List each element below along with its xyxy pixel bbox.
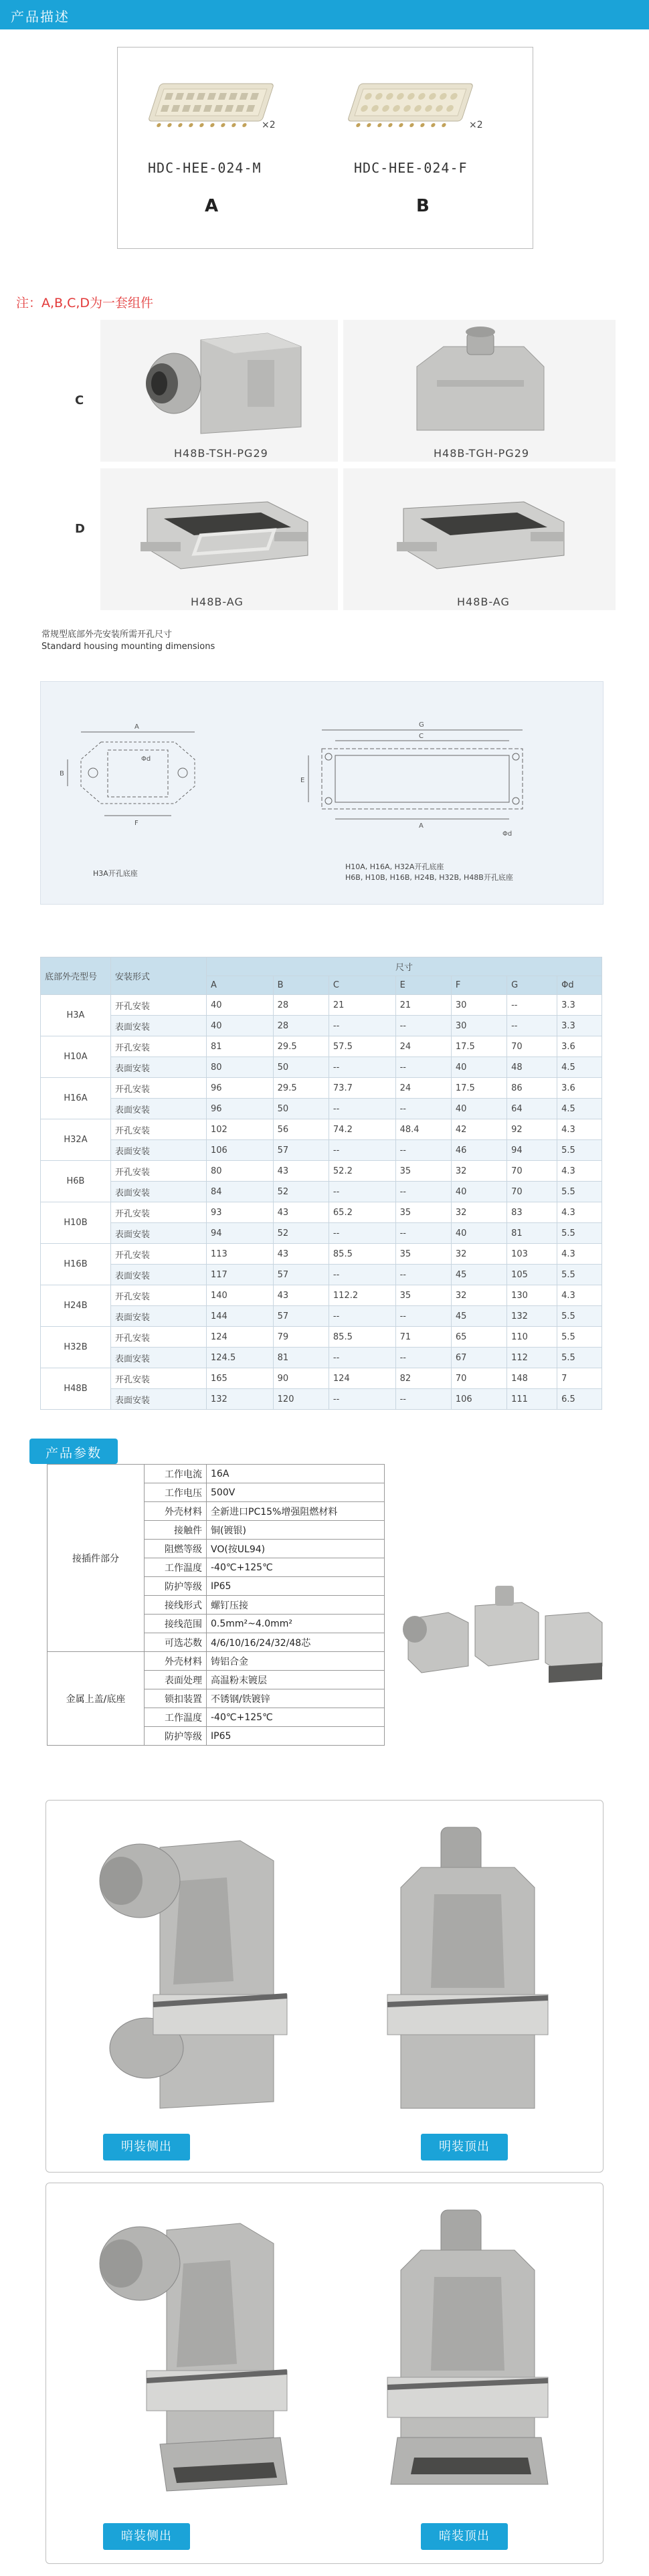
table-row xyxy=(41,1119,602,1140)
value-cell: 130 xyxy=(507,1285,557,1306)
hood-side-entry-image xyxy=(100,320,338,440)
mount-cell: 表面安装 xyxy=(111,1140,207,1161)
value-cell: 106 xyxy=(207,1140,274,1161)
section-header xyxy=(0,0,649,29)
value-cell: 5.5 xyxy=(557,1348,602,1368)
mount-cell: 表面安装 xyxy=(111,1057,207,1078)
value-cell: 64 xyxy=(507,1099,557,1119)
value-cell: 85.5 xyxy=(329,1244,395,1265)
insert-b-letter: B xyxy=(416,196,430,216)
param-value: 4/6/10/16/24/32/48芯 xyxy=(207,1633,385,1652)
table-row xyxy=(41,995,602,1016)
value-cell: 3.3 xyxy=(557,995,602,1016)
value-cell: 30 xyxy=(451,1016,506,1036)
value-cell: 81 xyxy=(273,1348,329,1368)
param-group: 接插件部分 xyxy=(48,1465,145,1652)
value-cell: -- xyxy=(395,1099,451,1119)
col-a: A xyxy=(207,976,274,995)
dimension-table xyxy=(40,957,602,1410)
params-table-body xyxy=(48,1465,385,1746)
value-cell: -- xyxy=(329,1016,395,1036)
value-cell: 6.5 xyxy=(557,1389,602,1410)
value-cell: 45 xyxy=(451,1265,506,1285)
value-cell: 5.5 xyxy=(557,1140,602,1161)
param-row xyxy=(48,1652,385,1671)
value-cell: 24 xyxy=(395,1036,451,1057)
value-cell: -- xyxy=(329,1223,395,1244)
col-g: G xyxy=(507,976,557,995)
mount-cell: 表面安装 xyxy=(111,1016,207,1036)
value-cell: 86 xyxy=(507,1078,557,1099)
value-cell: -- xyxy=(395,1223,451,1244)
value-cell: 43 xyxy=(273,1285,329,1306)
value-cell: 70 xyxy=(507,1161,557,1182)
param-value: -40℃+125℃ xyxy=(207,1708,385,1727)
param-group: 金属上盖/底座 xyxy=(48,1652,145,1746)
value-cell: 32 xyxy=(451,1161,506,1182)
table-row xyxy=(41,1036,602,1057)
mount-cell: 表面安装 xyxy=(111,1306,207,1327)
value-cell: 110 xyxy=(507,1327,557,1348)
value-cell: 52 xyxy=(273,1223,329,1244)
value-cell: 5.5 xyxy=(557,1223,602,1244)
value-cell: 132 xyxy=(507,1306,557,1327)
hood-top-entry-image xyxy=(343,320,616,440)
param-value: 500V xyxy=(207,1483,385,1502)
value-cell: -- xyxy=(395,1348,451,1368)
value-cell: 52.2 xyxy=(329,1161,395,1182)
value-cell: 43 xyxy=(273,1244,329,1265)
value-cell: 4.3 xyxy=(557,1285,602,1306)
mount-cell: 表面安装 xyxy=(111,1389,207,1410)
value-cell: -- xyxy=(329,1057,395,1078)
param-key: 外壳材料 xyxy=(145,1652,207,1671)
surface-mount-panel xyxy=(45,1800,604,2173)
value-cell: 32 xyxy=(451,1202,506,1223)
value-cell: 48 xyxy=(507,1057,557,1078)
value-cell: 85.5 xyxy=(329,1327,395,1348)
recessed-mount-panel xyxy=(45,2183,604,2564)
insert-a-qty: ×2 xyxy=(262,120,276,130)
mount-cell: 开孔安装 xyxy=(111,1285,207,1306)
value-cell: 74.2 xyxy=(329,1119,395,1140)
table-row xyxy=(41,1182,602,1202)
model-cell: H10B xyxy=(41,1202,111,1244)
model-cell: H6B xyxy=(41,1161,111,1202)
value-cell: 24 xyxy=(395,1078,451,1099)
recessed-side-entry-image xyxy=(73,2203,300,2524)
set-note: 注：A,B,C,D为一套组件 xyxy=(16,296,154,310)
value-cell: 57.5 xyxy=(329,1036,395,1057)
value-cell: 28 xyxy=(273,1016,329,1036)
surface-side-entry-image xyxy=(73,1821,300,2135)
value-cell: 7 xyxy=(557,1368,602,1389)
value-cell: 40 xyxy=(207,1016,274,1036)
surface-top-label: 明装顶出 xyxy=(421,2134,508,2160)
dim-f-label-left: F xyxy=(134,820,138,827)
value-cell: 148 xyxy=(507,1368,557,1389)
param-key: 可选芯数 xyxy=(145,1633,207,1652)
dim-a-label-left: A xyxy=(134,723,139,731)
table-row xyxy=(41,1161,602,1182)
value-cell: 57 xyxy=(273,1140,329,1161)
col-e: E xyxy=(395,976,451,995)
left-drawing-caption: H3A开孔底座 xyxy=(93,869,138,878)
dim-g-label: G xyxy=(419,721,424,729)
param-value: 16A xyxy=(207,1465,385,1483)
mount-cell: 开孔安装 xyxy=(111,1327,207,1348)
housing-d-right xyxy=(343,468,616,610)
value-cell: 29.5 xyxy=(273,1036,329,1057)
value-cell: 5.5 xyxy=(557,1306,602,1327)
housing-c-right-label: H48B-TGH-PG29 xyxy=(434,447,530,460)
value-cell: 80 xyxy=(207,1057,274,1078)
base-housing-image xyxy=(100,468,338,589)
housing-d-left xyxy=(100,468,338,610)
value-cell: -- xyxy=(329,1306,395,1327)
value-cell: 5.5 xyxy=(557,1182,602,1202)
value-cell: 90 xyxy=(273,1368,329,1389)
value-cell: 94 xyxy=(507,1140,557,1161)
base-housing-image-2 xyxy=(343,468,616,589)
value-cell: -- xyxy=(395,1265,451,1285)
value-cell: 3.3 xyxy=(557,1016,602,1036)
value-cell: 81 xyxy=(507,1223,557,1244)
value-cell: 50 xyxy=(273,1099,329,1119)
head-size: 尺寸 xyxy=(207,957,602,976)
value-cell: 17.5 xyxy=(451,1078,506,1099)
value-cell: 43 xyxy=(273,1161,329,1182)
value-cell: 70 xyxy=(507,1182,557,1202)
value-cell: 67 xyxy=(451,1348,506,1368)
mounting-drawing xyxy=(40,681,604,905)
value-cell: 70 xyxy=(451,1368,506,1389)
col-d: Φd xyxy=(557,976,602,995)
housing-c-right xyxy=(343,320,616,462)
value-cell: -- xyxy=(329,1265,395,1285)
mount-cell: 开孔安装 xyxy=(111,1202,207,1223)
params-header xyxy=(29,1439,118,1464)
value-cell: -- xyxy=(329,1389,395,1410)
model-cell: H32B xyxy=(41,1327,111,1368)
value-cell: 28 xyxy=(273,995,329,1016)
table-row xyxy=(41,1223,602,1244)
value-cell: 105 xyxy=(507,1265,557,1285)
col-f: F xyxy=(451,976,506,995)
value-cell: 40 xyxy=(451,1099,506,1119)
value-cell: -- xyxy=(395,1057,451,1078)
right-drawing-caption-1: H10A, H16A, H32A开孔底座 xyxy=(345,862,444,871)
table-row xyxy=(41,1202,602,1223)
value-cell: 165 xyxy=(207,1368,274,1389)
param-value: IP65 xyxy=(207,1577,385,1596)
value-cell: 57 xyxy=(273,1306,329,1327)
table-row xyxy=(41,1244,602,1265)
value-cell: 83 xyxy=(507,1202,557,1223)
value-cell: 4.5 xyxy=(557,1099,602,1119)
value-cell: 103 xyxy=(507,1244,557,1265)
value-cell: 48.4 xyxy=(395,1119,451,1140)
value-cell: 96 xyxy=(207,1078,274,1099)
dimension-drawing xyxy=(41,682,603,904)
mount-cell: 开孔安装 xyxy=(111,1244,207,1265)
value-cell: 144 xyxy=(207,1306,274,1327)
value-cell: 4.3 xyxy=(557,1244,602,1265)
value-cell: 4.3 xyxy=(557,1202,602,1223)
value-cell: 124 xyxy=(207,1327,274,1348)
value-cell: 40 xyxy=(451,1182,506,1202)
value-cell: 17.5 xyxy=(451,1036,506,1057)
param-value: 0.5mm²~4.0mm² xyxy=(207,1615,385,1633)
value-cell: -- xyxy=(329,1182,395,1202)
value-cell: 52 xyxy=(273,1182,329,1202)
insert-parts-box xyxy=(117,47,533,249)
value-cell: 65.2 xyxy=(329,1202,395,1223)
value-cell: 35 xyxy=(395,1202,451,1223)
col-b: B xyxy=(273,976,329,995)
value-cell: 79 xyxy=(273,1327,329,1348)
value-cell: 81 xyxy=(207,1036,274,1057)
param-key: 工作电流 xyxy=(145,1465,207,1483)
head-model: 底部外壳型号 xyxy=(41,957,111,995)
mount-cell: 表面安装 xyxy=(111,1182,207,1202)
dimension-title-en: Standard housing mounting dimensions xyxy=(41,642,215,652)
dim-d-label-left: Φd xyxy=(141,755,151,763)
value-cell: 113 xyxy=(207,1244,274,1265)
col-c: C xyxy=(329,976,395,995)
model-cell: H16A xyxy=(41,1078,111,1119)
param-row xyxy=(48,1465,385,1483)
param-value: 螺钉压接 xyxy=(207,1596,385,1615)
housing-c-left-label: H48B-TSH-PG29 xyxy=(174,447,268,460)
param-value: 铸铝合金 xyxy=(207,1652,385,1671)
value-cell: 94 xyxy=(207,1223,274,1244)
value-cell: 3.6 xyxy=(557,1036,602,1057)
value-cell: 92 xyxy=(507,1119,557,1140)
housing-grid xyxy=(40,320,616,616)
param-value: 不锈钢/铁镀锌 xyxy=(207,1689,385,1708)
param-key: 工作温度 xyxy=(145,1558,207,1577)
value-cell: 65 xyxy=(451,1327,506,1348)
table-row xyxy=(41,1348,602,1368)
param-key: 接线范围 xyxy=(145,1615,207,1633)
insert-a-model: HDC-HEE-024-M xyxy=(148,160,262,176)
housing-d-left-label: H48B-AG xyxy=(191,595,244,608)
value-cell: 35 xyxy=(395,1244,451,1265)
mounting-dimension-title xyxy=(41,629,215,653)
value-cell: 45 xyxy=(451,1306,506,1327)
value-cell: 102 xyxy=(207,1119,274,1140)
param-key: 工作温度 xyxy=(145,1708,207,1727)
mount-cell: 表面安装 xyxy=(111,1265,207,1285)
value-cell: 46 xyxy=(451,1140,506,1161)
model-cell: H16B xyxy=(41,1244,111,1285)
value-cell: 57 xyxy=(273,1265,329,1285)
table-row xyxy=(41,1099,602,1119)
value-cell: 71 xyxy=(395,1327,451,1348)
value-cell: 124.5 xyxy=(207,1348,274,1368)
value-cell: 70 xyxy=(507,1036,557,1057)
param-key: 工作电压 xyxy=(145,1483,207,1502)
value-cell: 29.5 xyxy=(273,1078,329,1099)
params-title: 产品参数 xyxy=(45,1446,102,1461)
value-cell: 106 xyxy=(451,1389,506,1410)
mount-cell: 开孔安装 xyxy=(111,1368,207,1389)
value-cell: 40 xyxy=(451,1057,506,1078)
param-value: 全新进口PC15%增强阻燃材料 xyxy=(207,1502,385,1521)
value-cell: 50 xyxy=(273,1057,329,1078)
param-key: 防护等级 xyxy=(145,1727,207,1746)
table-row xyxy=(41,1016,602,1036)
param-value: -40℃+125℃ xyxy=(207,1558,385,1577)
value-cell: 4.3 xyxy=(557,1119,602,1140)
dim-d-label-right: Φd xyxy=(502,830,513,838)
param-value: IP65 xyxy=(207,1727,385,1746)
dim-a-label-right: A xyxy=(419,822,424,830)
value-cell: 112 xyxy=(507,1348,557,1368)
dimension-table-body xyxy=(41,995,602,1410)
table-row xyxy=(41,1057,602,1078)
housing-set-photo xyxy=(395,1566,609,1693)
mount-cell: 开孔安装 xyxy=(111,1161,207,1182)
row-label-c: C xyxy=(75,393,84,407)
value-cell: 82 xyxy=(395,1368,451,1389)
model-cell: H24B xyxy=(41,1285,111,1327)
table-row xyxy=(41,1368,602,1389)
housing-c-left xyxy=(100,320,338,462)
value-cell: 112.2 xyxy=(329,1285,395,1306)
value-cell: 42 xyxy=(451,1119,506,1140)
param-key: 锁扣装置 xyxy=(145,1689,207,1708)
mount-cell: 表面安装 xyxy=(111,1348,207,1368)
table-row xyxy=(41,1285,602,1306)
table-row xyxy=(41,1327,602,1348)
value-cell: 32 xyxy=(451,1285,506,1306)
param-value: 高温粉末镀层 xyxy=(207,1671,385,1689)
dimension-title-cn: 常规型底部外壳安装所需开孔尺寸 xyxy=(41,630,173,640)
mount-cell: 表面安装 xyxy=(111,1223,207,1244)
table-row xyxy=(41,1078,602,1099)
value-cell: -- xyxy=(329,1099,395,1119)
surface-side-label: 明装侧出 xyxy=(103,2134,190,2160)
value-cell: -- xyxy=(329,1140,395,1161)
param-key: 接线形式 xyxy=(145,1596,207,1615)
value-cell: -- xyxy=(329,1348,395,1368)
value-cell: 124 xyxy=(329,1368,395,1389)
param-key: 外壳材料 xyxy=(145,1502,207,1521)
value-cell: 73.7 xyxy=(329,1078,395,1099)
value-cell: -- xyxy=(395,1016,451,1036)
insert-b-model: HDC-HEE-024-F xyxy=(354,160,468,176)
value-cell: 40 xyxy=(451,1223,506,1244)
value-cell: -- xyxy=(395,1306,451,1327)
param-key: 表面处理 xyxy=(145,1671,207,1689)
model-cell: H32A xyxy=(41,1119,111,1161)
recessed-top-label: 暗装顶出 xyxy=(421,2523,508,2550)
model-cell: H3A xyxy=(41,995,111,1036)
recessed-side-label: 暗装侧出 xyxy=(103,2523,190,2550)
value-cell: 21 xyxy=(329,995,395,1016)
value-cell: 35 xyxy=(395,1161,451,1182)
table-row xyxy=(41,1265,602,1285)
value-cell: 21 xyxy=(395,995,451,1016)
param-key: 接触件 xyxy=(145,1521,207,1540)
value-cell: 120 xyxy=(273,1389,329,1410)
value-cell: 140 xyxy=(207,1285,274,1306)
table-row xyxy=(41,1389,602,1410)
value-cell: 84 xyxy=(207,1182,274,1202)
insert-a-letter: A xyxy=(205,196,219,216)
params-table xyxy=(47,1464,385,1746)
table-row xyxy=(41,1140,602,1161)
row-label-d: D xyxy=(75,522,85,536)
recessed-top-entry-image xyxy=(361,2197,575,2524)
mount-cell: 开孔安装 xyxy=(111,1036,207,1057)
value-cell: 132 xyxy=(207,1389,274,1410)
value-cell: 96 xyxy=(207,1099,274,1119)
table-row xyxy=(41,1306,602,1327)
value-cell: 4.3 xyxy=(557,1161,602,1182)
mount-cell: 表面安装 xyxy=(111,1099,207,1119)
param-key: 阻燃等级 xyxy=(145,1540,207,1558)
value-cell: 43 xyxy=(273,1202,329,1223)
value-cell: -- xyxy=(395,1182,451,1202)
section-title: 产品描述 xyxy=(11,9,70,25)
value-cell: 5.5 xyxy=(557,1265,602,1285)
right-drawing-caption-2: H6B, H10B, H16B, H24B, H32B, H48B开孔底座 xyxy=(345,873,513,882)
housing-d-right-label: H48B-AG xyxy=(457,595,510,608)
param-value: 铜(镀银) xyxy=(207,1521,385,1540)
value-cell: 117 xyxy=(207,1265,274,1285)
mount-cell: 开孔安装 xyxy=(111,995,207,1016)
model-cell: H48B xyxy=(41,1368,111,1410)
dim-b-label-left: B xyxy=(60,770,64,777)
mount-cell: 开孔安装 xyxy=(111,1119,207,1140)
value-cell: 80 xyxy=(207,1161,274,1182)
model-cell: H10A xyxy=(41,1036,111,1078)
value-cell: 40 xyxy=(207,995,274,1016)
mount-cell: 开孔安装 xyxy=(111,1078,207,1099)
insert-b-image xyxy=(332,66,486,140)
value-cell: -- xyxy=(507,1016,557,1036)
value-cell: 93 xyxy=(207,1202,274,1223)
value-cell: 56 xyxy=(273,1119,329,1140)
dim-c-label: C xyxy=(419,733,424,740)
head-mount: 安装形式 xyxy=(111,957,207,995)
value-cell: 30 xyxy=(451,995,506,1016)
value-cell: 5.5 xyxy=(557,1327,602,1348)
surface-top-entry-image xyxy=(361,1814,575,2135)
value-cell: 111 xyxy=(507,1389,557,1410)
dim-e-label: E xyxy=(300,777,305,784)
value-cell: -- xyxy=(395,1140,451,1161)
value-cell: -- xyxy=(507,995,557,1016)
param-value: VO(按UL94) xyxy=(207,1540,385,1558)
value-cell: 32 xyxy=(451,1244,506,1265)
param-key: 防护等级 xyxy=(145,1577,207,1596)
value-cell: 35 xyxy=(395,1285,451,1306)
value-cell: 4.5 xyxy=(557,1057,602,1078)
value-cell: -- xyxy=(395,1389,451,1410)
insert-b-qty: ×2 xyxy=(469,120,483,130)
value-cell: 3.6 xyxy=(557,1078,602,1099)
